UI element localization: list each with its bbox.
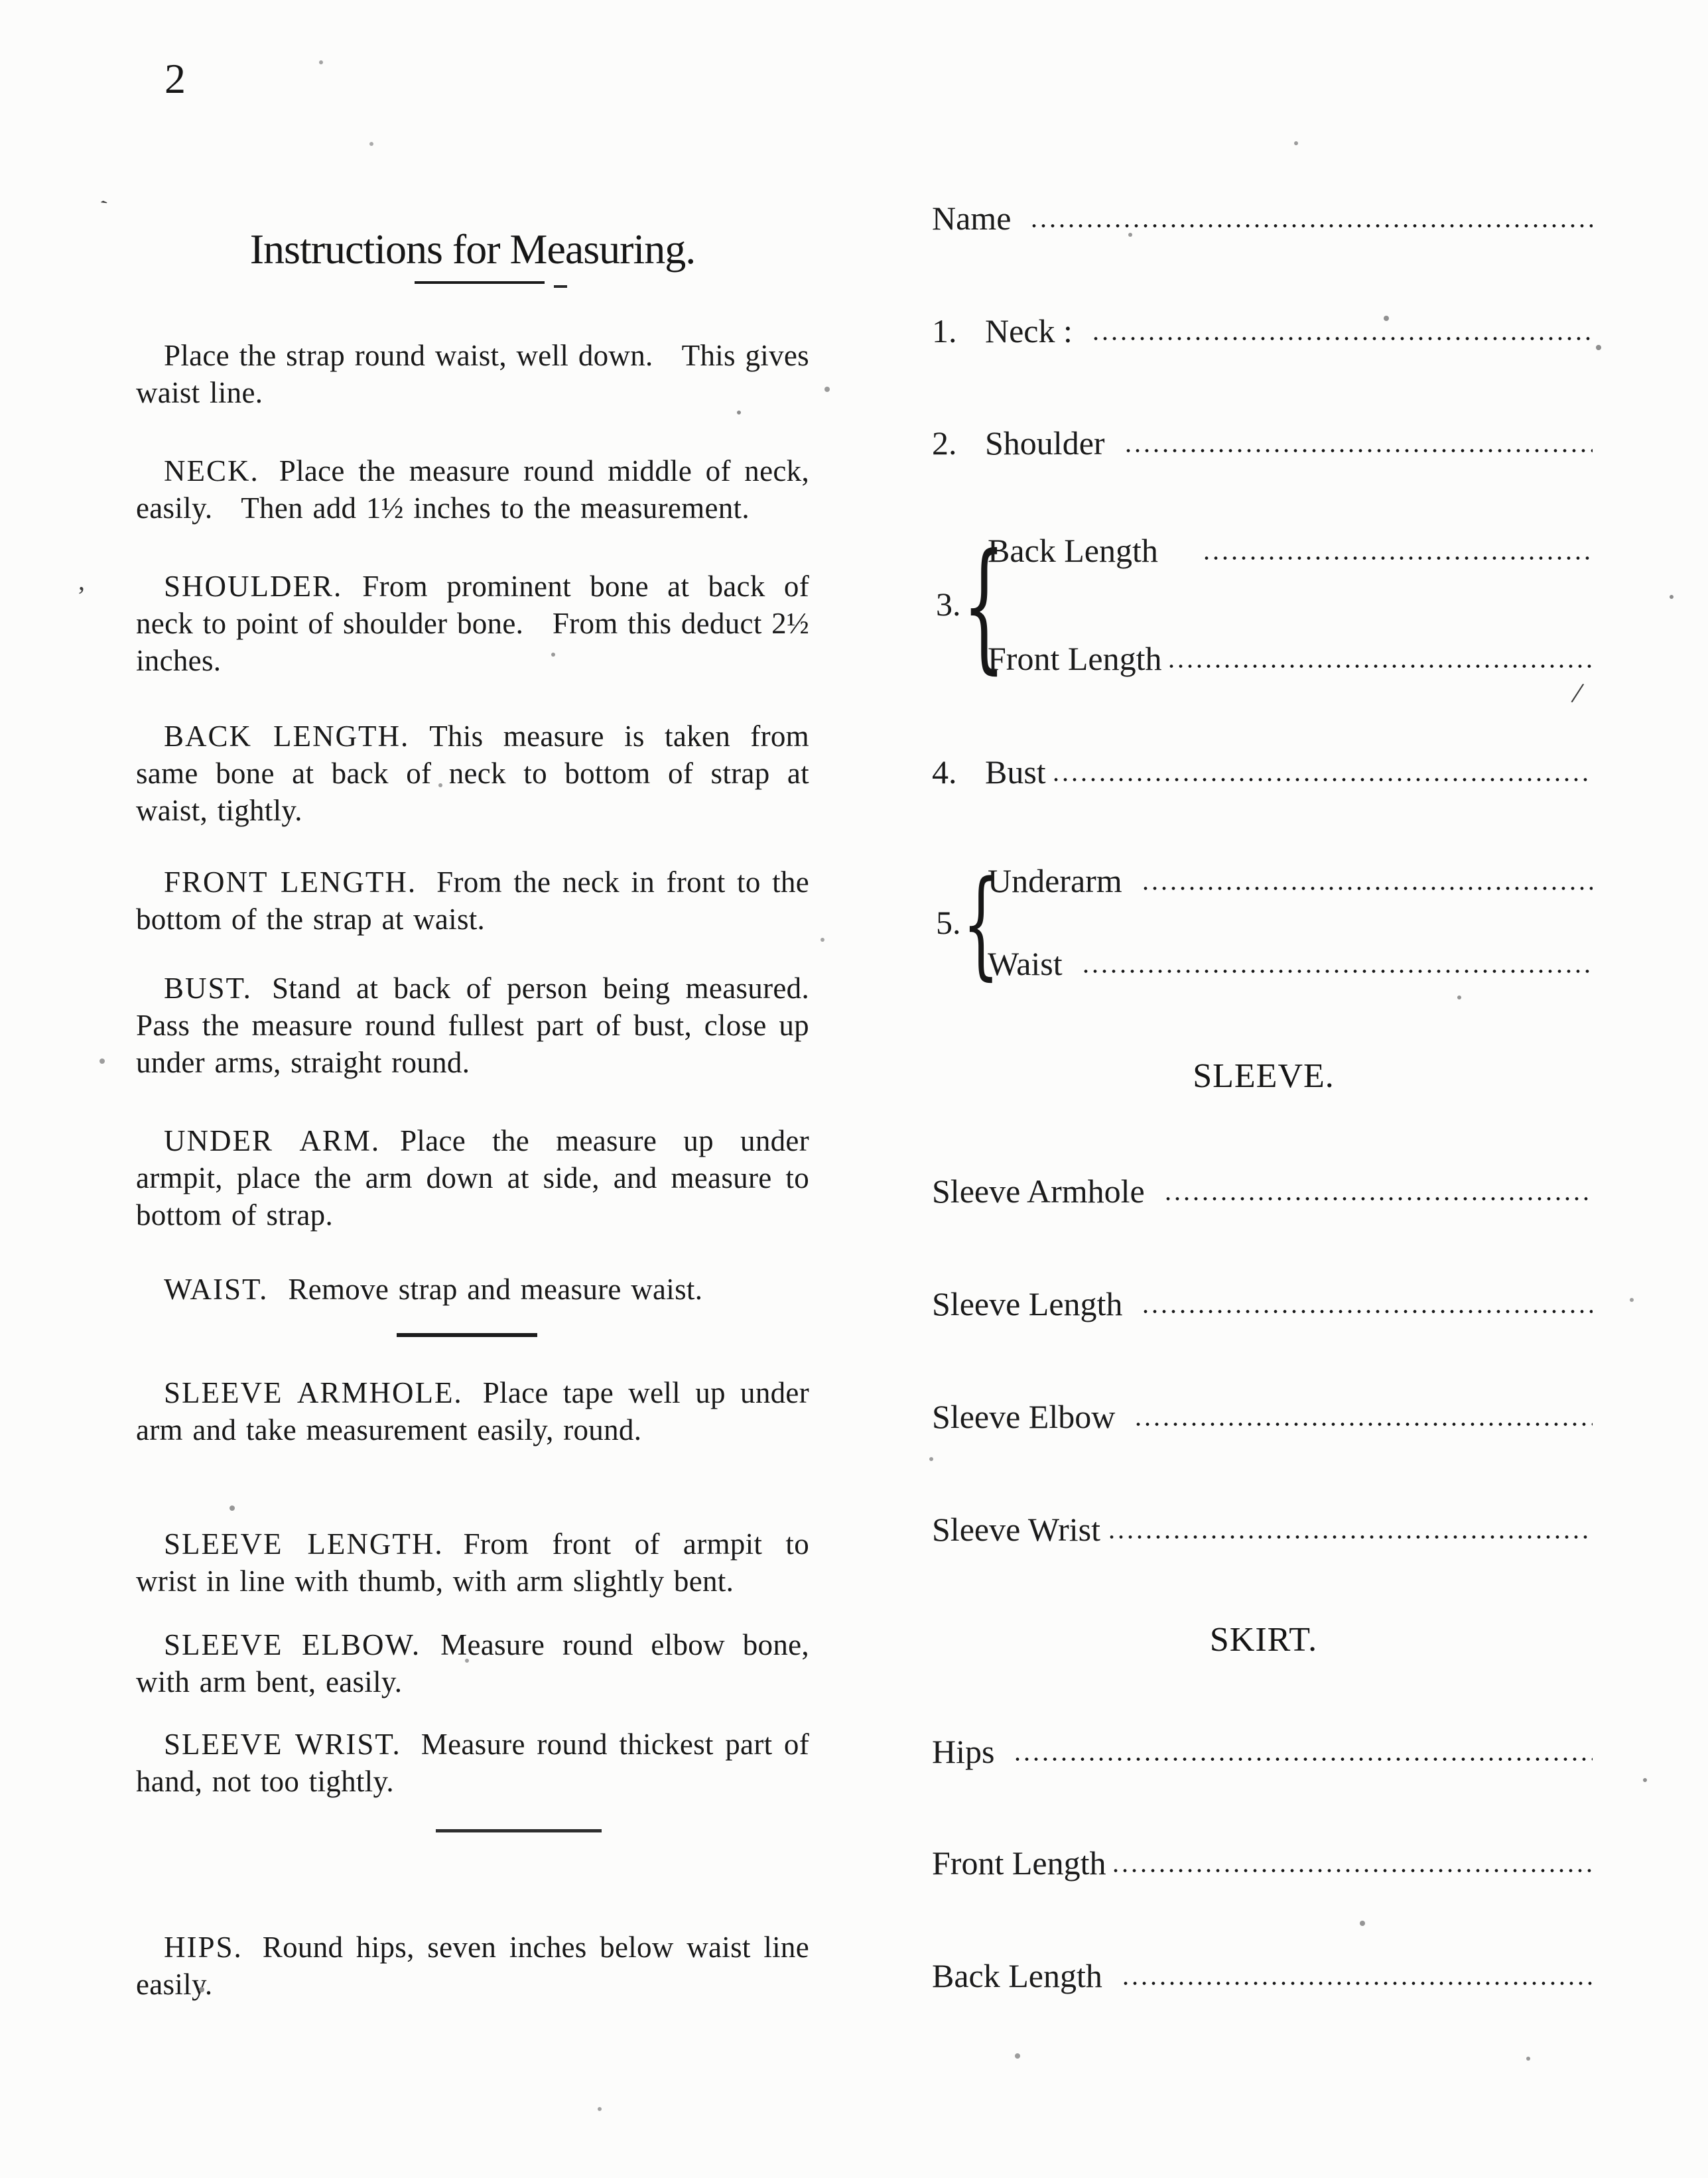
form-row-neck bbox=[932, 311, 1595, 350]
field-label: Sleeve Elbow bbox=[932, 1398, 1116, 1435]
paragraph-text: Measure round elbow bone, with arm bent, easily. bbox=[136, 1628, 819, 1698]
instruction-paragraph-sleeve-elbow bbox=[136, 1626, 819, 1700]
sleeve-section-heading: SLEEVE. bbox=[1193, 1057, 1335, 1095]
paragraph-text: Place the strap round waist, well down. This gives waist line. bbox=[136, 339, 819, 409]
paragraph-text: Measure round thickest part of hand, not too tightly. bbox=[136, 1728, 819, 1798]
paragraph-text: Stand at back of person being measured. Pass the measure round fullest part of bust, close up under arms, straight round. bbox=[136, 972, 819, 1079]
scan-artifact: / bbox=[1569, 675, 1586, 710]
term-label: SHOULDER. bbox=[164, 570, 343, 603]
instruction-paragraph-sleeve-wrist bbox=[136, 1726, 819, 1800]
instruction-paragraph-under-arm bbox=[136, 1122, 819, 1234]
dotted-fill-line bbox=[1029, 224, 1593, 228]
paragraph-text: Remove strap and measure waist. bbox=[288, 1273, 703, 1306]
left-brace: { bbox=[962, 524, 1006, 688]
form-row-underarm bbox=[988, 861, 1595, 899]
form-row-shoulder bbox=[932, 423, 1595, 462]
paragraph-text: Place the measure round middle of neck, easily. Then add 1½ inches to the measurement. bbox=[136, 454, 819, 525]
instruction-paragraph-sleeve-length bbox=[136, 1525, 819, 1600]
title-rule bbox=[415, 281, 545, 284]
field-label: Name bbox=[932, 200, 1012, 237]
field-label: Sleeve Armhole bbox=[932, 1173, 1145, 1210]
dotted-fill-line bbox=[1141, 1309, 1593, 1314]
dotted-fill-line bbox=[1013, 1757, 1593, 1762]
paragraph-text: This measure is taken from same bone at back of neck to bottom of strap at waist, tightly. bbox=[136, 720, 819, 827]
section-divider bbox=[436, 1829, 602, 1832]
instruction-paragraph-bust bbox=[136, 970, 819, 1081]
instruction-paragraph-waist bbox=[136, 1271, 809, 1308]
field-label: Bust bbox=[985, 753, 1046, 791]
term-label: SLEEVE LENGTH. bbox=[164, 1527, 444, 1561]
form-group-underarm-waist bbox=[932, 855, 1595, 992]
term-label: HIPS. bbox=[164, 1931, 243, 1964]
field-label: Sleeve Wrist bbox=[932, 1511, 1100, 1548]
page-title: Instructions for Measuring. bbox=[249, 225, 696, 273]
skirt-section-heading: SKIRT. bbox=[1209, 1621, 1318, 1659]
paragraph-text: From prominent bone at back of neck to point of shoulder bone. From this deduct 2½ inches. bbox=[136, 570, 819, 677]
term-label: BUST. bbox=[164, 972, 252, 1005]
field-label: Neck : bbox=[985, 312, 1073, 350]
form-row-hips bbox=[932, 1732, 1595, 1770]
form-row-waist bbox=[988, 944, 1595, 982]
scan-artifact: ˎ bbox=[88, 178, 109, 207]
left-brace: { bbox=[962, 855, 1000, 992]
form-row-sleeve-length bbox=[932, 1284, 1595, 1322]
field-label: Underarm bbox=[988, 862, 1122, 899]
term-label: UNDER ARM. bbox=[164, 1124, 381, 1157]
term-label: SLEEVE ARMHOLE. bbox=[164, 1376, 463, 1409]
dotted-fill-line bbox=[1167, 664, 1593, 669]
field-label: Shoulder bbox=[985, 424, 1105, 462]
form-row-sleeve-elbow bbox=[932, 1397, 1595, 1435]
form-row-bust bbox=[932, 752, 1595, 791]
dotted-fill-line bbox=[1111, 1868, 1593, 1873]
paragraph-text: From the neck in front to the bottom of the strap at waist. bbox=[136, 865, 819, 936]
term-label: FRONT LENGTH. bbox=[164, 865, 417, 899]
form-row-sleeve-wrist bbox=[932, 1509, 1595, 1548]
dotted-fill-line bbox=[1121, 1981, 1593, 1986]
dotted-fill-line bbox=[1107, 1535, 1593, 1539]
term-label: SLEEVE WRIST. bbox=[164, 1728, 401, 1761]
form-group-lengths bbox=[932, 524, 1595, 688]
instruction-paragraph-neck bbox=[136, 452, 819, 527]
form-row-back-length bbox=[988, 531, 1595, 569]
dotted-fill-line bbox=[1202, 556, 1593, 560]
term-label: NECK. bbox=[164, 454, 259, 487]
dotted-fill-line bbox=[1134, 1422, 1593, 1427]
item-number: 4. bbox=[932, 753, 957, 791]
item-number: 2. bbox=[932, 424, 957, 462]
scan-artifact: ‚ bbox=[77, 566, 86, 596]
instruction-paragraph-sleeve-armhole bbox=[136, 1374, 819, 1448]
title-rule-dash bbox=[554, 285, 567, 288]
dotted-fill-line bbox=[1081, 969, 1593, 974]
instruction-paragraph-hips bbox=[136, 1929, 819, 2003]
dotted-fill-line bbox=[1051, 777, 1593, 782]
form-row-sleeve-armhole bbox=[932, 1171, 1595, 1210]
paragraph-text: Place the measure up under armpit, place the arm down at side, and measure to bottom of strap. bbox=[136, 1124, 819, 1232]
form-row-front-length bbox=[988, 639, 1595, 677]
field-label: Front Length bbox=[988, 640, 1162, 677]
field-label: Waist bbox=[988, 945, 1063, 982]
form-row-skirt-front-length bbox=[932, 1843, 1595, 1882]
term-label: WAIST. bbox=[164, 1273, 269, 1306]
form-row-skirt-back-length bbox=[932, 1956, 1595, 1994]
item-number: 3. bbox=[936, 586, 961, 623]
instruction-paragraph-front-length bbox=[136, 864, 819, 938]
scan-noise-specks bbox=[0, 0, 3, 3]
item-number: 5. bbox=[936, 904, 961, 941]
dotted-fill-line bbox=[1091, 336, 1593, 341]
field-label: Hips bbox=[932, 1733, 995, 1770]
form-row-name bbox=[932, 198, 1595, 237]
field-label: Back Length bbox=[932, 1957, 1102, 1994]
section-divider bbox=[397, 1333, 537, 1337]
term-label: BACK LENGTH. bbox=[164, 720, 410, 753]
field-label: Back Length bbox=[988, 532, 1158, 569]
instruction-paragraph-waistline bbox=[136, 337, 819, 411]
term-label: SLEEVE ELBOW. bbox=[164, 1628, 421, 1661]
dotted-fill-line bbox=[1124, 448, 1593, 453]
field-label: Sleeve Length bbox=[932, 1285, 1123, 1322]
paragraph-text: From front of armpit to wrist in line with thumb, with arm slightly bent. bbox=[136, 1527, 819, 1598]
item-number: 1. bbox=[932, 312, 957, 350]
instruction-paragraph-shoulder bbox=[136, 568, 819, 679]
paragraph-text: Place tape well up under arm and take measurement easily, round. bbox=[136, 1376, 819, 1446]
dotted-fill-line bbox=[1163, 1196, 1593, 1201]
paragraph-text: Round hips, seven inches below waist line easily. bbox=[136, 1931, 819, 2001]
instruction-paragraph-back-length bbox=[136, 718, 819, 829]
dotted-fill-line bbox=[1141, 886, 1593, 891]
page-number: 2 bbox=[164, 55, 186, 102]
field-label: Front Length bbox=[932, 1844, 1106, 1882]
